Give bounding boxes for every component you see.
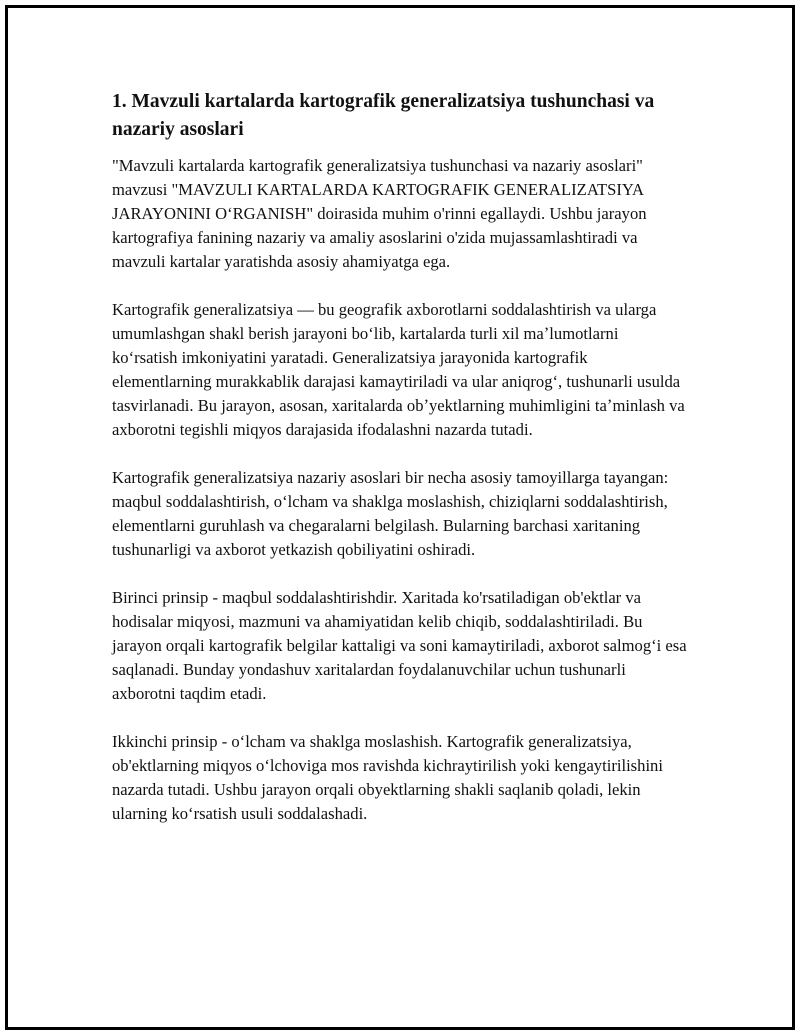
paragraph-principles: Kartografik generalizatsiya nazariy asoslari bir necha asosiy tamoyillarga tayangan: maqbul soddalashtirish, oʻlcham va shaklga moslashish, chiziqlarni soddalashtirish, elementlarni guruhlash va chegaralarni belgilash. Bularning barchasi xaritaning tushunarligi va axborot yetkazish qobiliyatini oshiradi. [112,468,669,559]
document-body [112,88,687,850]
paragraph-intro: "Mavzuli kartalarda kartografik generalizatsiya tushunchasi va nazariy asoslari" mavzusi "MAVZULI KARTALARDA KARTOGRAFIK GENERALIZATSIYA JARAYONINI OʻRGANISH" doirasida muhim o'rinni egallaydi. Ushbu jarayon kartografiya fanining nazariy va amaliy asoslarini o'zida mujassamlashtiradi va mavzuli kartalar yaratishda asosiy ahamiyatga ega. [112,156,647,271]
paragraph-second-principle: Ikkinchi prinsip - oʻlcham va shaklga moslashish. Kartografik generalizatsiya, ob'ektlarning miqyos oʻlchoviga mos ravishda kichraytirilish yoki kengaytirilishini nazarda tutadi. Ushbu jarayon orqali obyektlarning shakli saqlanib qoladi, lekin ularning koʻrsatish usuli soddalashadi. [112,732,663,823]
section-heading: 1. Mavzuli kartalarda kartografik generalizatsiya tushunchasi va nazariy asoslari [112,91,655,140]
paragraph-first-principle: Birinci prinsip - maqbul soddalashtirishdir. Xaritada ko'rsatiladigan ob'ektlar va hodisalar miqyosi, mazmuni va ahamiyatidan kelib chiqib, soddalashtiriladi. Bu jarayon orqali kartografik belgilar kattaligi va soni kamaytiriladi, axborot salmogʻi esa saqlanadi. Bunday yondashuv xaritalardan foydalanuvchilar uchun tushunarli axborotni taqdim etadi. [112,588,687,703]
paragraph-definition: Kartografik generalizatsiya — bu geografik axborotlarni soddalashtirish va ularga umumlashgan shakl berish jarayoni boʻlib, kartalarda turli xil maʼlumotlarni koʻrsatish imkoniyatini yaratadi. Generalizatsiya jarayonida kartografik elementlarning murakkablik darajasi kamaytiriladi va ular aniqrogʻ, tushunarli usulda tasvirlanadi. Bu jarayon, asosan, xaritalarda obʼyektlarning muhimligini taʼminlash va axborotni tegishli miqyos darajasida ifodalashni nazarda tutadi. [112,300,685,439]
